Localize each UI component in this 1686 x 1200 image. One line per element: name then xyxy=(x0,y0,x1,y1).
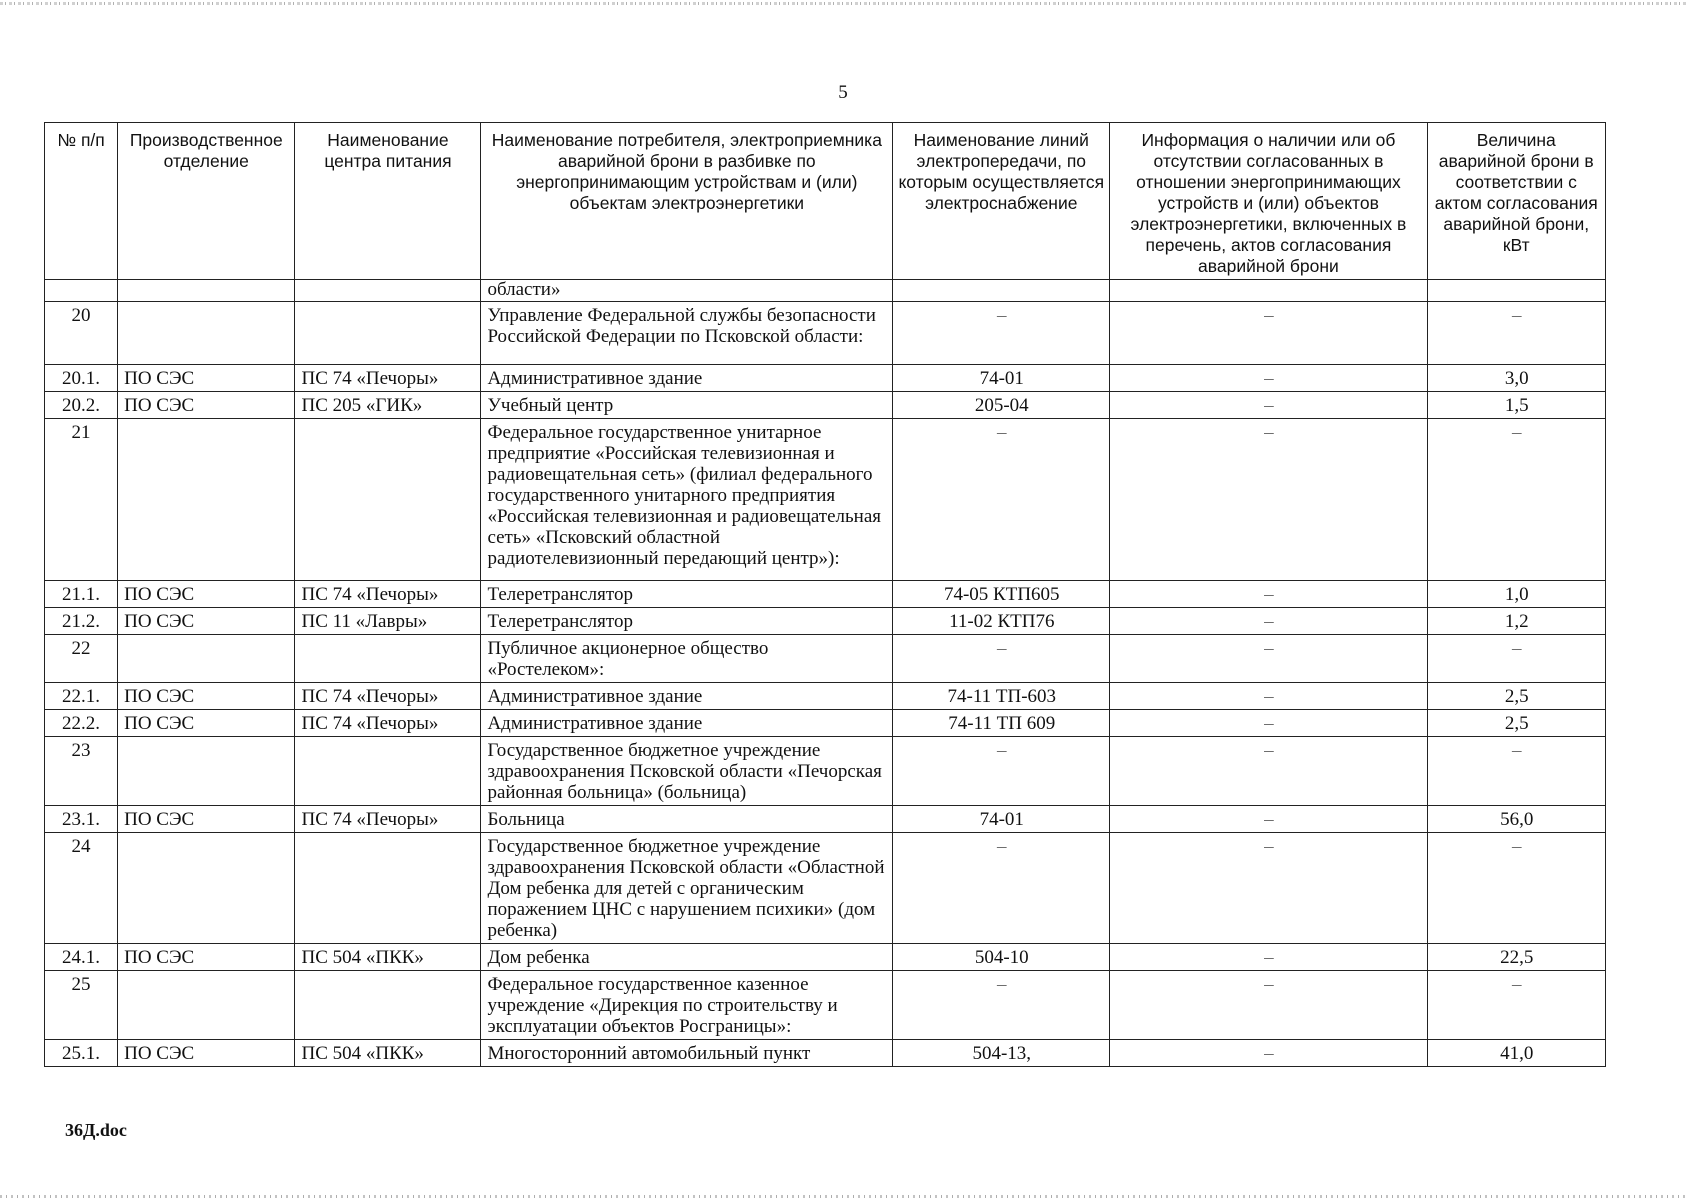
cell-power-line: 11-02 КТП76 xyxy=(893,608,1110,635)
cell-reserve-value: 22,5 xyxy=(1427,944,1606,971)
table-row xyxy=(45,302,1606,365)
header-act-info: Информация о наличии или об отсутствии согласованных в отношении энергопринимающих устройств и (или) объектов электроэнергетики, включенных в перечень, актов согласования аварийной брони xyxy=(1110,123,1427,280)
table-row xyxy=(45,833,1606,944)
cell-consumer: Публичное акционерное общество «Ростелеком»: xyxy=(481,635,893,683)
cell-reserve-value: 1,5 xyxy=(1427,392,1606,419)
cell-power-center xyxy=(295,971,481,1040)
cell-consumer: Федеральное государственное казенное учреждение «Дирекция по строительству и эксплуатации объектов Росграницы»: xyxy=(481,971,893,1040)
cell-department xyxy=(118,971,295,1040)
cell-number xyxy=(45,280,118,302)
cell-power-line: – xyxy=(893,302,1110,365)
cell-power-line: 74-01 xyxy=(893,806,1110,833)
table-row xyxy=(45,581,1606,608)
cell-act-info: – xyxy=(1110,581,1427,608)
cell-department: ПО СЭС xyxy=(118,365,295,392)
cell-number: 20.1. xyxy=(45,365,118,392)
table-row xyxy=(45,1040,1606,1067)
table-row xyxy=(45,608,1606,635)
cell-act-info: – xyxy=(1110,365,1427,392)
table-row xyxy=(45,971,1606,1040)
cell-reserve-value: 3,0 xyxy=(1427,365,1606,392)
emergency-reserve-table xyxy=(44,122,1606,1067)
cell-act-info: – xyxy=(1110,302,1427,365)
cell-number: 23.1. xyxy=(45,806,118,833)
table-row xyxy=(45,944,1606,971)
cell-act-info: – xyxy=(1110,944,1427,971)
cell-power-line: 504-10 xyxy=(893,944,1110,971)
cell-number: 20.2. xyxy=(45,392,118,419)
table-row xyxy=(45,280,1606,302)
cell-reserve-value xyxy=(1427,280,1606,302)
cell-act-info: – xyxy=(1110,710,1427,737)
page-number: 5 xyxy=(838,82,848,103)
cell-consumer: Управление Федеральной службы безопасности Российской Федерации по Псковской области: xyxy=(481,302,893,365)
cell-power-line: 205-04 xyxy=(893,392,1110,419)
cell-act-info: – xyxy=(1110,971,1427,1040)
cell-act-info: – xyxy=(1110,392,1427,419)
cell-consumer: Административное здание xyxy=(481,365,893,392)
cell-reserve-value: – xyxy=(1427,833,1606,944)
cell-power-line: – xyxy=(893,737,1110,806)
header-department: Производственное отделение xyxy=(118,123,295,280)
cell-number: 21 xyxy=(45,419,118,581)
cell-power-line: – xyxy=(893,833,1110,944)
table-row xyxy=(45,737,1606,806)
cell-reserve-value: 2,5 xyxy=(1427,683,1606,710)
cell-power-center xyxy=(295,419,481,581)
footer-filename: 36Д.doc xyxy=(65,1120,127,1140)
cell-department: ПО СЭС xyxy=(118,710,295,737)
header-consumer: Наименование потребителя, электроприемника аварийной брони в разбивке по энергопринимающим устройствам и (или) объектам электроэнергетики xyxy=(481,123,893,280)
cell-consumer: Дом ребенка xyxy=(481,944,893,971)
cell-act-info: – xyxy=(1110,608,1427,635)
cell-power-center xyxy=(295,302,481,365)
cell-consumer: Государственное бюджетное учреждение здравоохранения Псковской области «Областной Дом ребенка для детей с органическим поражением ЦНС с нарушением психики» (дом ребенка) xyxy=(481,833,893,944)
cell-act-info: – xyxy=(1110,833,1427,944)
cell-power-center xyxy=(295,280,481,302)
cell-power-center: ПС 74 «Печоры» xyxy=(295,683,481,710)
cell-power-line: 504-13, xyxy=(893,1040,1110,1067)
cell-consumer: Административное здание xyxy=(481,683,893,710)
scan-edge-bottom xyxy=(0,1195,1686,1198)
cell-department: ПО СЭС xyxy=(118,1040,295,1067)
cell-power-center: ПС 11 «Лавры» xyxy=(295,608,481,635)
cell-power-center: ПС 74 «Печоры» xyxy=(295,365,481,392)
cell-reserve-value: – xyxy=(1427,302,1606,365)
cell-power-center xyxy=(295,833,481,944)
cell-power-center: ПС 74 «Печоры» xyxy=(295,581,481,608)
cell-department: ПО СЭС xyxy=(118,683,295,710)
cell-department xyxy=(118,635,295,683)
cell-power-line: 74-01 xyxy=(893,365,1110,392)
cell-number: 22.1. xyxy=(45,683,118,710)
table-row xyxy=(45,710,1606,737)
cell-power-center: ПС 504 «ПКК» xyxy=(295,944,481,971)
cell-power-center xyxy=(295,635,481,683)
cell-consumer: области» xyxy=(481,280,893,302)
cell-consumer: Телеретранслятор xyxy=(481,581,893,608)
cell-number: 22 xyxy=(45,635,118,683)
table-header-row xyxy=(45,123,1606,280)
header-reserve-value: Величина аварийной брони в соответствии с актом согласования аварийной брони, кВт xyxy=(1427,123,1606,280)
cell-number: 21.1. xyxy=(45,581,118,608)
header-power-line: Наименование линий электропередачи, по которым осуществляется электроснабжение xyxy=(893,123,1110,280)
cell-act-info xyxy=(1110,280,1427,302)
cell-power-center xyxy=(295,737,481,806)
cell-consumer: Многосторонний автомобильный пункт xyxy=(481,1040,893,1067)
cell-power-center: ПС 504 «ПКК» xyxy=(295,1040,481,1067)
table-row xyxy=(45,806,1606,833)
cell-department xyxy=(118,737,295,806)
cell-number: 21.2. xyxy=(45,608,118,635)
cell-power-line: 74-11 ТП 609 xyxy=(893,710,1110,737)
cell-department xyxy=(118,280,295,302)
cell-number: 24.1. xyxy=(45,944,118,971)
cell-department xyxy=(118,302,295,365)
cell-number: 25 xyxy=(45,971,118,1040)
cell-department: ПО СЭС xyxy=(118,392,295,419)
table-row xyxy=(45,419,1606,581)
cell-act-info: – xyxy=(1110,806,1427,833)
cell-department xyxy=(118,833,295,944)
cell-number: 23 xyxy=(45,737,118,806)
cell-power-line: – xyxy=(893,419,1110,581)
table-row xyxy=(45,392,1606,419)
cell-power-center: ПС 74 «Печоры» xyxy=(295,710,481,737)
cell-consumer: Административное здание xyxy=(481,710,893,737)
cell-department: ПО СЭС xyxy=(118,608,295,635)
cell-reserve-value: – xyxy=(1427,635,1606,683)
cell-power-line: – xyxy=(893,971,1110,1040)
cell-department xyxy=(118,419,295,581)
cell-power-line xyxy=(893,280,1110,302)
cell-reserve-value: 56,0 xyxy=(1427,806,1606,833)
cell-reserve-value: 2,5 xyxy=(1427,710,1606,737)
cell-consumer: Больница xyxy=(481,806,893,833)
cell-act-info: – xyxy=(1110,683,1427,710)
table-row xyxy=(45,635,1606,683)
cell-power-line: 74-11 ТП-603 xyxy=(893,683,1110,710)
cell-power-center: ПС 205 «ГИК» xyxy=(295,392,481,419)
header-power-center: Наименование центра питания xyxy=(295,123,481,280)
cell-power-center: ПС 74 «Печоры» xyxy=(295,806,481,833)
cell-act-info: – xyxy=(1110,635,1427,683)
cell-reserve-value: 1,2 xyxy=(1427,608,1606,635)
header-number: № п/п xyxy=(45,123,118,280)
cell-number: 25.1. xyxy=(45,1040,118,1067)
cell-reserve-value: – xyxy=(1427,737,1606,806)
cell-act-info: – xyxy=(1110,419,1427,581)
cell-department: ПО СЭС xyxy=(118,806,295,833)
cell-consumer: Федеральное государственное унитарное предприятие «Российская телевизионная и радиовещательная сеть» (филиал федерального государственного унитарного предприятия «Российская телевизионная и радиовещательная сеть» «Псковский областной радиотелевизионный передающий центр»): xyxy=(481,419,893,581)
cell-number: 22.2. xyxy=(45,710,118,737)
cell-power-line: 74-05 КТП605 xyxy=(893,581,1110,608)
cell-department: ПО СЭС xyxy=(118,581,295,608)
cell-power-line: – xyxy=(893,635,1110,683)
table-row xyxy=(45,365,1606,392)
cell-department: ПО СЭС xyxy=(118,944,295,971)
cell-act-info: – xyxy=(1110,1040,1427,1067)
cell-consumer: Телеретранслятор xyxy=(481,608,893,635)
cell-reserve-value: – xyxy=(1427,971,1606,1040)
cell-reserve-value: 41,0 xyxy=(1427,1040,1606,1067)
cell-number: 20 xyxy=(45,302,118,365)
cell-act-info: – xyxy=(1110,737,1427,806)
cell-reserve-value: 1,0 xyxy=(1427,581,1606,608)
cell-reserve-value: – xyxy=(1427,419,1606,581)
cell-number: 24 xyxy=(45,833,118,944)
table-row xyxy=(45,683,1606,710)
cell-consumer: Государственное бюджетное учреждение здравоохранения Псковской области «Печорская районная больница» (больница) xyxy=(481,737,893,806)
scan-edge-top xyxy=(0,2,1686,5)
cell-consumer: Учебный центр xyxy=(481,392,893,419)
